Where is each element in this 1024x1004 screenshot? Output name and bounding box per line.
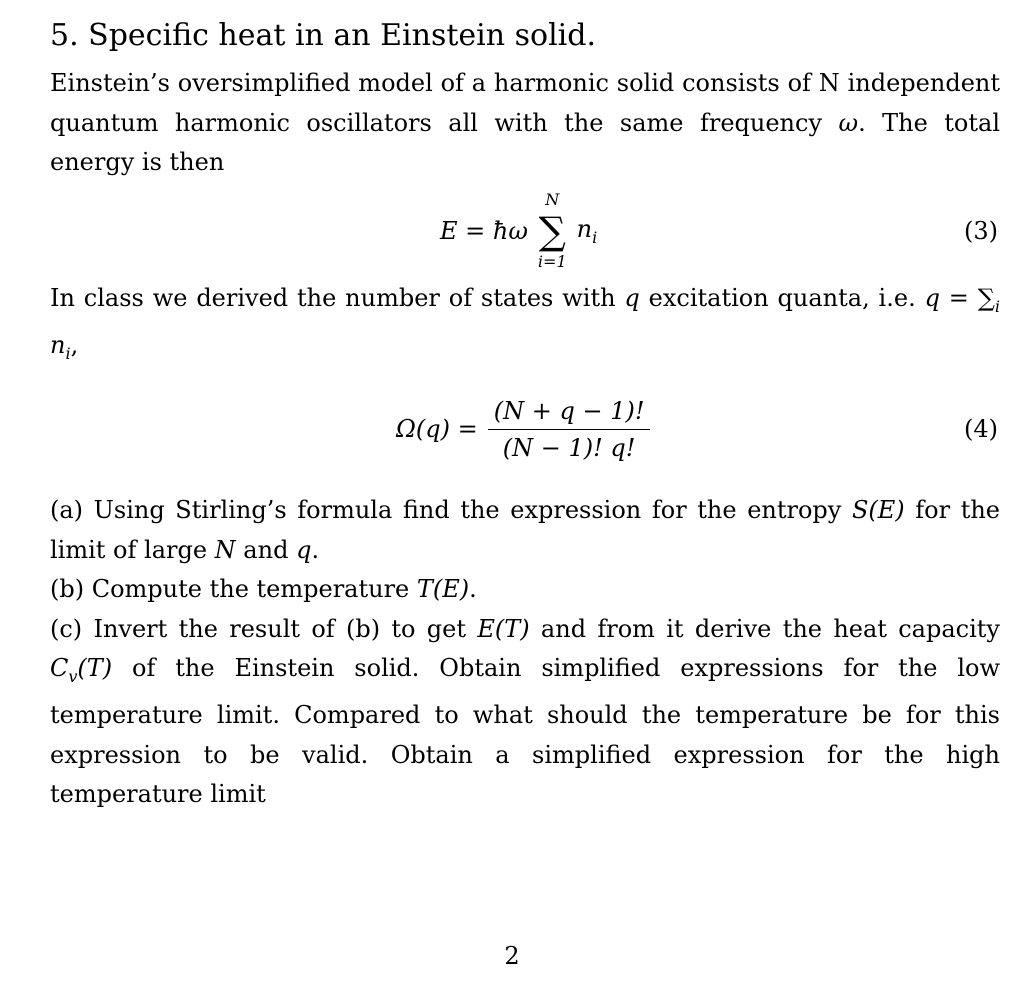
intro-text-a: Einstein’s oversimplified model of a harmonic solid consists of N independent quantum harmonic oscillators all with the same frequency (50, 69, 1000, 137)
equation-number-3: (3) (964, 216, 998, 245)
eq4-fraction (488, 397, 651, 462)
eq3-lhs: E = ħω (440, 216, 528, 245)
page-number: 2 (504, 942, 520, 970)
eq3-term: $n_i$ (576, 214, 598, 247)
q-sum-formula: $q = \sum_i$ $n_i$ (50, 283, 1001, 363)
eq4-denominator: (N − 1)! q! (502, 433, 636, 462)
sum-symbol: ∑ (538, 208, 566, 253)
part-c: (c) Invert the result of (b) to get E(T) and from it derive the heat capacity $C_v(T)$ of the Einstein solid. Obtain simplified expressions for the low temperature limit. Compared to what should the temperature be for this expression to be valid. Obtain a simplified expression for the high temperature limit (50, 614, 1000, 809)
intro-text-b: . The total energy is then (50, 108, 1000, 176)
summation (538, 189, 567, 273)
part-b: (b) Compute the temperature T(E). (50, 575, 477, 604)
equation-4 (50, 381, 1000, 477)
eq4-lhs: Ω(q) = (396, 415, 478, 444)
question-parts (50, 491, 1000, 815)
part-a: (a) Using Stirling’s formula find the expression for the entropy S(E) for the limit of large N and q. (50, 496, 1000, 564)
document-page (50, 14, 1000, 815)
class-derivation-line: In class we derived the number of states with q excitation quanta, i.e. $q = \sum_i$ $n_i$, (50, 283, 1001, 363)
intro-paragraph (50, 64, 1000, 183)
eq4-numerator: (N + q − 1)! (488, 397, 651, 430)
sum-lower-limit: i=1 (537, 251, 567, 271)
omega-symbol: ω (838, 108, 859, 137)
equation-number-4: (4) (964, 415, 998, 444)
sum-upper-limit: N (545, 189, 560, 209)
equation-3 (50, 183, 1000, 279)
section-title: 5. Specific heat in an Einstein solid. (50, 18, 597, 53)
